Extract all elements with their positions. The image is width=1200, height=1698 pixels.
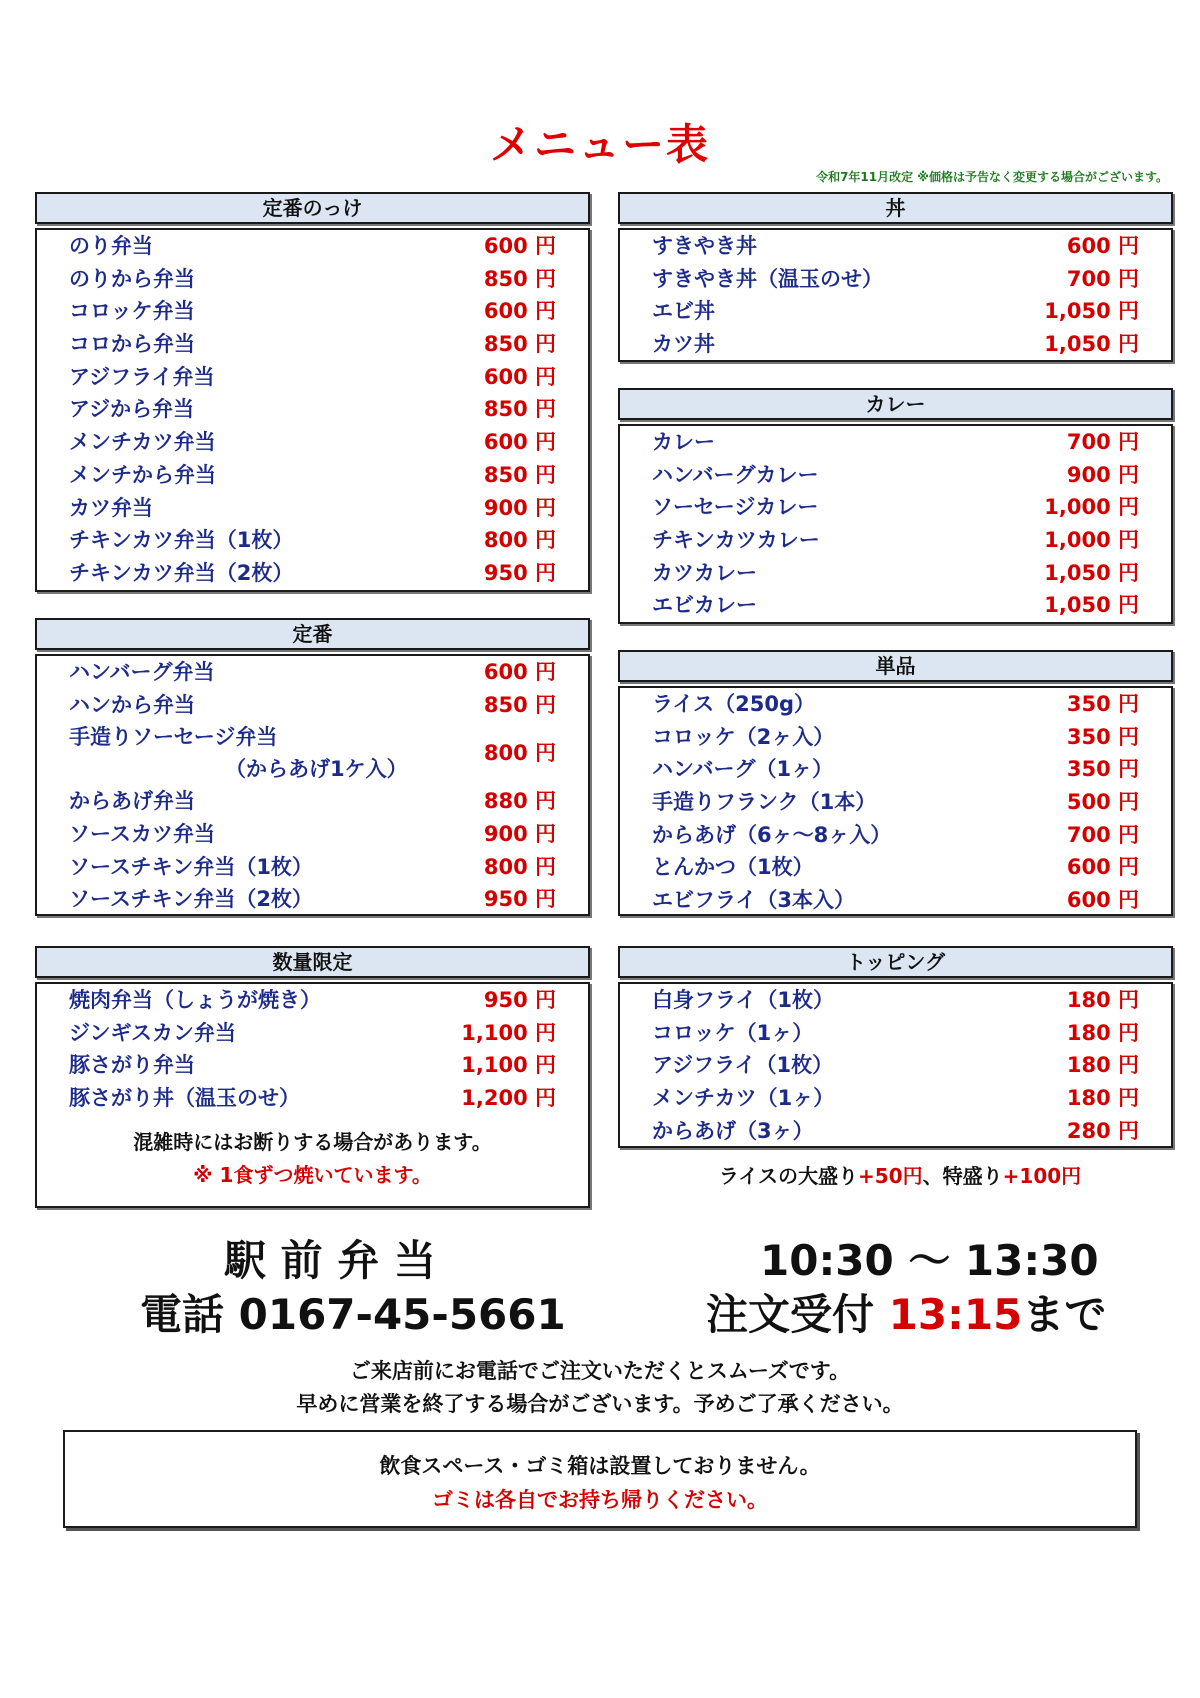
menu-item-name: からあげ（6ヶ～8ヶ入） — [652, 822, 892, 847]
menu-item-price: 1,050 円 — [1044, 560, 1139, 585]
item-list — [618, 424, 1173, 624]
item-list — [618, 982, 1173, 1148]
menu-item-price: 350 円 — [1066, 692, 1139, 716]
item-list — [618, 686, 1173, 916]
menu-item-price: 600 円 — [483, 364, 556, 389]
menu-item-price: 950 円 — [483, 887, 556, 912]
menu-item — [37, 230, 588, 263]
menu-item-price: 600 円 — [483, 299, 556, 324]
menu-item-name: すきやき丼 — [652, 234, 757, 258]
menu-item — [620, 328, 1171, 361]
limited-note: 混雑時にはお断りする場合があります。 — [133, 1130, 492, 1154]
section-heading: 単品 — [618, 650, 1173, 682]
menu-item-name: とんかつ（1枚） — [652, 855, 814, 880]
menu-item-name: コロから弁当 — [69, 332, 195, 357]
menu-item-price: 900 円 — [1066, 462, 1139, 487]
order-prefix: 注文受付 — [706, 1290, 889, 1339]
menu-item-name: ハンバーグカレー — [652, 462, 819, 487]
menu-item-price: 700 円 — [1066, 822, 1139, 847]
menu-item — [37, 492, 588, 525]
notice-line-1: 飲食スペース・ゴミ箱は設置しておりません。 — [379, 1454, 821, 1478]
rice-note-xl-price: +100円 — [1002, 1164, 1082, 1188]
menu-item — [620, 786, 1171, 819]
menu-item-name: ハンバーグ（1ヶ） — [652, 757, 834, 782]
page-title: メニュー表 — [489, 120, 710, 169]
menu-item-price: 600 円 — [1066, 234, 1139, 258]
menu-item-price: 1,000 円 — [1044, 495, 1139, 520]
menu-item-price: 850 円 — [483, 692, 556, 717]
info-line-1: ご来店前にお電話でご注文いただくとスムーズです。 — [349, 1359, 851, 1383]
menu-item-price: 880 円 — [483, 789, 556, 814]
menu-item — [620, 295, 1171, 328]
menu-item-price: 850 円 — [483, 266, 556, 291]
menu-item-price: 900 円 — [483, 495, 556, 520]
menu-item-name: のり弁当 — [69, 234, 153, 258]
menu-item — [37, 785, 588, 818]
menu-item-price: 600 円 — [483, 430, 556, 455]
section-heading: 定番 — [35, 618, 590, 650]
section-heading: カレー — [618, 388, 1173, 420]
menu-item — [620, 524, 1171, 557]
menu-item — [620, 557, 1171, 590]
menu-item — [620, 984, 1171, 1017]
menu-item-name: 手造りソーセージ弁当 — [69, 725, 278, 750]
section-heading: トッピング — [618, 946, 1173, 978]
menu-item-name: アジフライ弁当 — [69, 364, 215, 389]
menu-item-name: カツ弁当 — [69, 495, 153, 520]
menu-item-price: 1,100 円 — [461, 1053, 556, 1078]
menu-item — [620, 1115, 1171, 1148]
menu-item — [620, 1049, 1171, 1082]
shop-name: 駅 前 弁 当 — [224, 1236, 436, 1285]
menu-item-price: 600 円 — [1066, 888, 1139, 913]
menu-item-name: チキンカツカレー — [652, 528, 820, 553]
menu-item-name: コロッケ（1ヶ） — [652, 1020, 814, 1045]
menu-item-price: 280 円 — [1066, 1118, 1139, 1143]
item-list — [35, 228, 590, 592]
menu-item-price: 800 円 — [483, 528, 556, 553]
menu-item-name: 白身フライ（1枚） — [652, 988, 834, 1012]
menu-item — [37, 459, 588, 492]
menu-item — [620, 459, 1171, 492]
menu-item-name: すきやき丼（温玉のせ） — [652, 266, 883, 291]
rice-note-part1: ライスの大盛り — [718, 1164, 859, 1188]
menu-item-price: 350 円 — [1066, 757, 1139, 782]
menu-item — [37, 818, 588, 851]
menu-item-name: からあげ（3ヶ） — [652, 1118, 814, 1143]
menu-item-price: 850 円 — [483, 397, 556, 422]
menu-item — [620, 230, 1171, 263]
menu-item — [620, 721, 1171, 754]
menu-item — [37, 656, 588, 689]
menu-item-price: 850 円 — [483, 332, 556, 357]
order-time: 13:15 — [888, 1290, 1023, 1339]
menu-item — [37, 1017, 588, 1050]
menu-item-name: エビカレー — [652, 593, 757, 618]
menu-item — [37, 393, 588, 426]
menu-item — [620, 1017, 1171, 1050]
menu-item-name: ソーセージカレー — [652, 495, 819, 520]
menu-item-price: 1,050 円 — [1044, 332, 1139, 357]
menu-item-name: ハンから弁当 — [69, 692, 195, 717]
menu-item-name: 豚さがり丼（温玉のせ） — [69, 1086, 300, 1111]
menu-item-name: アジフライ（1枚） — [652, 1053, 834, 1078]
menu-item — [37, 851, 588, 884]
menu-item-price: 800 円 — [483, 741, 556, 766]
menu-item-name: 豚さがり弁当 — [69, 1053, 195, 1078]
menu-item-price: 1,050 円 — [1044, 299, 1139, 324]
menu-item-name: チキンカツ弁当（1枚） — [69, 528, 294, 553]
menu-item-price: 180 円 — [1066, 1020, 1139, 1045]
menu-item-name: ソースチキン弁当（2枚） — [69, 887, 313, 912]
menu-item — [620, 819, 1171, 852]
menu-item — [620, 753, 1171, 786]
menu-item-price: 600 円 — [1066, 855, 1139, 880]
menu-item-name: ソースカツ弁当 — [69, 822, 215, 847]
info-line-2: 早めに営業を終了する場合がございます。予めご了承ください。 — [296, 1392, 904, 1416]
menu-item-price: 350 円 — [1066, 724, 1139, 749]
menu-item — [37, 1049, 588, 1082]
item-list — [618, 228, 1173, 362]
menu-item — [620, 1082, 1171, 1115]
limited-note-red: ※ 1食ずつ焼いています。 — [193, 1163, 432, 1187]
menu-item — [37, 328, 588, 361]
menu-item-name: メンチカツ（1ヶ） — [652, 1086, 835, 1111]
menu-item-name: メンチから弁当 — [69, 462, 216, 487]
menu-item — [620, 884, 1171, 917]
menu-item-price: 900 円 — [483, 822, 556, 847]
notice-line-2: ゴミは各自でお持ち帰りください。 — [432, 1488, 768, 1512]
menu-item-price: 1,100 円 — [461, 1020, 556, 1045]
menu-item-price: 1,200 円 — [461, 1086, 556, 1111]
rice-size-note — [615, 1160, 1185, 1189]
menu-item-name: ジンギスカン弁当 — [69, 1020, 237, 1045]
menu-item — [620, 426, 1171, 459]
item-list — [35, 982, 590, 1208]
menu-item — [37, 426, 588, 459]
menu-item-price: 950 円 — [483, 988, 556, 1012]
menu-item-price: 700 円 — [1066, 430, 1139, 454]
menu-item — [37, 984, 588, 1017]
menu-item-name: ハンバーグ弁当 — [69, 660, 215, 684]
menu-item — [37, 883, 588, 916]
menu-item-name: アジから弁当 — [69, 397, 195, 422]
menu-item-name: ライス（250g） — [652, 692, 816, 716]
menu-item — [37, 721, 588, 785]
item-list — [35, 654, 590, 916]
menu-item-subname: （からあげ1ケ入） — [225, 757, 408, 782]
menu-item-name: カレー — [652, 430, 715, 454]
menu-item-name: 手造りフランク（1本） — [652, 790, 877, 815]
menu-item-name: からあげ弁当 — [69, 789, 195, 814]
menu-item — [37, 1082, 588, 1115]
menu-item-name: エビフライ（3本入） — [652, 888, 855, 913]
menu-item — [37, 361, 588, 394]
menu-item-name: カツ丼 — [652, 332, 715, 357]
menu-item-price: 700 円 — [1066, 266, 1139, 291]
menu-item-name: 焼肉弁当（しょうが焼き） — [69, 988, 321, 1012]
menu-item-name: コロッケ（2ヶ入） — [652, 724, 835, 749]
menu-item-name: メンチカツ弁当 — [69, 430, 216, 455]
menu-item — [620, 263, 1171, 296]
menu-item-name: コロッケ弁当 — [69, 299, 195, 324]
revision-note: 令和7年11月改定 ※価格は予告なく変更する場合がございます。 — [816, 170, 1168, 184]
menu-item-price: 1,050 円 — [1044, 593, 1139, 618]
rice-note-part3: 、特盛り — [922, 1164, 1003, 1188]
section-heading: 数量限定 — [35, 946, 590, 978]
menu-item-name: エビ丼 — [652, 299, 715, 324]
notice-box — [63, 1430, 1137, 1528]
menu-item-price: 180 円 — [1066, 1053, 1139, 1078]
menu-item — [620, 688, 1171, 721]
order-deadline — [706, 1282, 1106, 1342]
menu-item — [620, 589, 1171, 622]
menu-item-name: のりから弁当 — [69, 266, 195, 291]
menu-item-price: 600 円 — [483, 660, 556, 684]
menu-item-price: 500 円 — [1066, 790, 1139, 815]
menu-item-price: 180 円 — [1066, 988, 1139, 1012]
menu-item-price: 180 円 — [1066, 1086, 1139, 1111]
order-suffix: まで — [1022, 1290, 1107, 1339]
section-heading: 定番のっけ — [35, 192, 590, 224]
menu-item — [620, 851, 1171, 884]
menu-item-name: ソースチキン弁当（1枚） — [69, 854, 313, 879]
menu-item-price: 1,000 円 — [1044, 528, 1139, 553]
menu-item-name: カツカレー — [652, 560, 757, 585]
menu-item-price: 600 円 — [483, 234, 556, 258]
menu-item — [37, 689, 588, 722]
business-hours: 10:30 ～ 13:30 — [760, 1236, 1099, 1285]
menu-item — [37, 524, 588, 557]
menu-item-price: 800 円 — [483, 854, 556, 879]
menu-item-price: 850 円 — [483, 462, 556, 487]
menu-item — [37, 295, 588, 328]
menu-item — [37, 263, 588, 296]
shop-phone: 電話 0167-45-5661 — [140, 1290, 566, 1339]
menu-item — [37, 557, 588, 590]
menu-item-name: チキンカツ弁当（2枚） — [69, 560, 294, 585]
menu-item — [620, 491, 1171, 524]
rice-note-large-price: +50円 — [858, 1164, 923, 1188]
section-heading: 丼 — [618, 192, 1173, 224]
menu-item-price: 950 円 — [483, 560, 556, 585]
